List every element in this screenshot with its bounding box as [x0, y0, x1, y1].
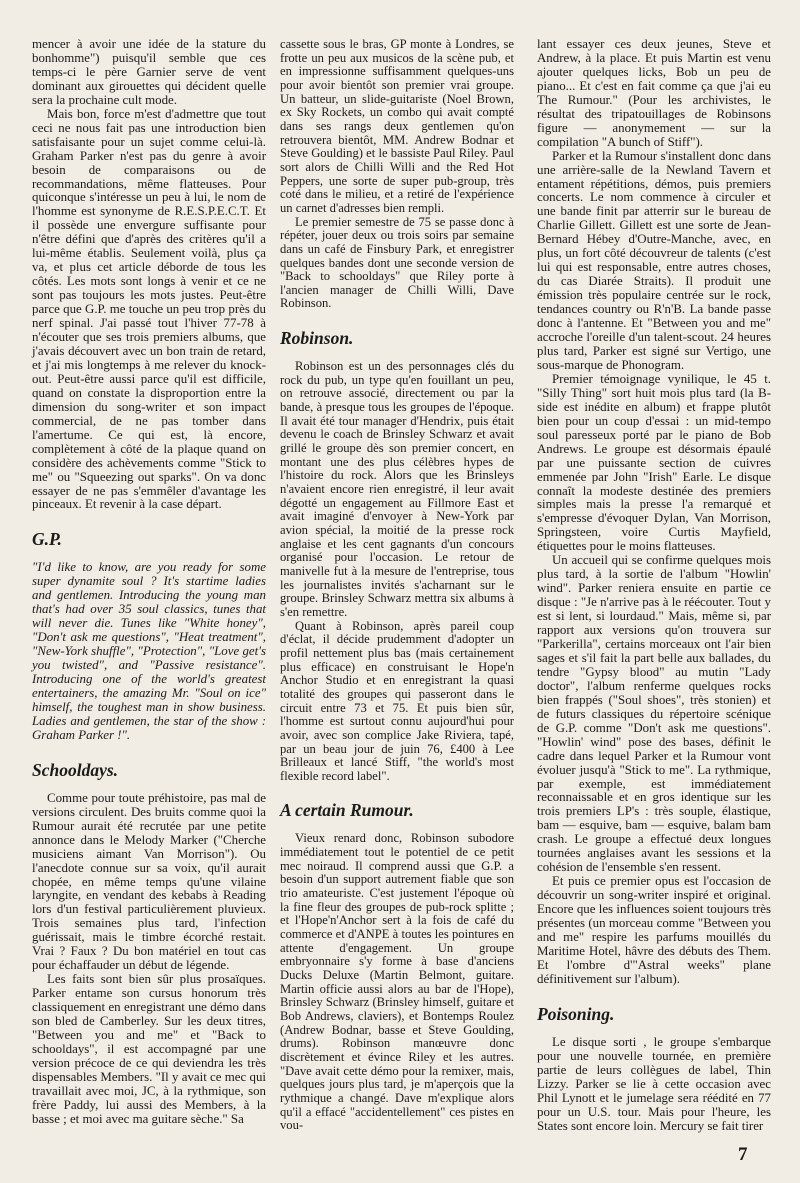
paragraph: Premier témoignage vynilique, le 45 t. "Silly Thing" sort huit mois plus tard (la B-side est inédite en album) et frappe plutôt bien pour un coup d'essai : un mid-tempo soul paresseux porté par le piano de Bob Andrews. Le groupe est désormais épaulé par une puissante section de cuivres emmenée par John "Irish" Earle. Le disque connaît la modeste destinée des premiers simples mais la presse l'a remarqué et s'empresse d'évoquer Dylan, Van Morrison, Springsteen, voire Curtis Mayfield, étiquettes pour le moins flatteuses. — [537, 371, 771, 554]
paragraph: Et puis ce premier opus est l'occasion de découvrir un song-writer inspiré et original. Encore que les influences soient toujours très présentes (un morceau comme "Between you and me" respire les parfums mouillés du Maritime Hotel, hâvre des débuts des Them. Et l'ombre d'"Astral weeks" plane définitivement sur l'album). — [537, 874, 771, 986]
paragraph: Parker et la Rumour s'installent donc dans une arrière-salle de la Newland Tavern et entament répétitions, démos, puis premiers concerts. Le nom commence à circuler et une bande finit par atterrir sur le bureau de Charlie Gillett. Gillett est une sorte de Jean-Bernard Hébey d'Outre-Manche, avec, en plus, un fort côté découvreur de talents (c'est lui qui est responsable, entre autres choses, du cas Diarée Straits). Il produit une émission très populaire centrée sur le rock, tendances country ou R'n'B. La bande passe donc à l'antenne. Et "Between you and me" accroche l'oreille d'un talent-scout. 24 heures plus tard, Parker est signé sur Vertigo, une sous-marque de Phonogram. — [537, 148, 771, 372]
section-heading-robinson: Robinson. — [280, 328, 354, 349]
column-3 — [537, 38, 771, 1133]
column-1 — [32, 38, 266, 1127]
section-heading-gp: G.P. — [32, 529, 62, 550]
section-heading-schooldays: Schooldays. — [32, 759, 119, 780]
paragraph: Le premier semestre de 75 se passe donc à répéter, jouer deux ou trois soirs par semaine dans un café de Finsbury Park, et enregistrer quelques bandes dont une seconde version de "Back to schooldays" que Riley porte à l'ancien manager de Chilli Willi, Dave Robinson. — [280, 214, 514, 311]
intro-quote: "I'd like to know, are you ready for some super dynamite soul ? It's startime ladies and gentlemen. Introducing the young man that's had over 35 soul classics, tunes that will never die. Tunes like "White honey", "Don't ask me questions", "Heat treatment", "New-York shuffle", "Protection", "Love get's you twisted", and "Passive resistance". Introducing one of the world's greatest entertainers, the amazing Mr. "Soul on ice" himself, the toughest man in show business. Ladies and gentlemen, the star of the show : Graham Parker !". — [32, 560, 266, 742]
section-heading-rumour: A certain Rumour. — [280, 800, 414, 821]
paragraph: Comme pour toute préhistoire, pas mal de versions circulent. Des bruits comme quoi la Rumour aurait été recrutée par une petite annonce dans le Melody Marker ("Cherche musiciens aimant Van Morrison"). Ou l'anecdote connue sur sa voix, qu'il aurait chopée, en même temps qu'une vilaine laryngite, en vendant des kebabs à Reading lors d'un festival particulièrement pluvieux. Trois semaines plus tard, l'infection guérissait, mais le timbre écorché restait. Vrai ? Faux ? Du bon matériel en tout cas pour échaffauder un début de légende. — [32, 790, 266, 973]
column-2 — [280, 38, 514, 1133]
paragraph: Un accueil qui se confirme quelques mois plus tard, à la sortie de l'album "Howlin' wind". Parker reniera ensuite en partie ce disque : "Je n'arrive pas à le réécouter. Tout y est si lent, si lourdaud." Mais, même si, par rapport aux versions qu'on trouvera sur "Parkerilla", certains morceaux ont l'air bien sages et s'il fait la part belle aux ballades, du tendre "Gypsy blood" au mutin "Lady doctor", l'album renferme quelques rocks bien frappés ("Soul shoes", très stonien) et de futurs classiques du répertoire scénique de G.P. comme "Don't ask me questions". "Howlin' wind" pose des bases, définit le cadre dans lequel Parker et la Rumour vont évoluer jusqu'à "Stick to me". La rythmique, par exemple, est immédiatement reconnaissable et en gros identique sur les trois premiers LP's : très souple, élastique, bam — esquive, bam — esquive, balam bam crash. Le groupe a effectué deux longues tournées anglaises avant les sessions et la cohésion de l'ensemble s'en ressent. — [537, 553, 771, 875]
page-number: 7 — [738, 1144, 748, 1165]
paragraph: Le disque sorti , le groupe s'embarque pour une nouvelle tournée, en première partie de leurs collègues de label, Thin Lizzy. Parker se lie à cette occasion avec Phil Lynott et le jumelage sera réédité en 77 pour un U.S. tour. Mais pour l'heure, les States sont encore loin. Mercury se fait tirer — [537, 1034, 771, 1133]
paragraph: Mais bon, force m'est d'admettre que tout ceci ne nous fait pas une introduction bien satisfaisante pour un sujet comme celui-là. Graham Parker n'est pas du genre à avoir besoin de comparaisons ou de recommandations, même flatteuses. Pour quiconque s'intéresse un peu à lui, le nom de l'homme est synonyme de R.E.S.P.E.C.T. Et il possède une envergure suffisante pour n'être défini que d'après des critères qu'il a lui-même établis. Seulement voilà, plus ça va, et plus cet article déborde de tous les côtés. Les mots sont longs à venir et ce ne sont pas toujours les mots justes. Peut-être parce que G.P. me touche un peu trop près du nerf spinal. J'ai passé tout l'hiver 77-78 à n'écouter que ses trois premiers albums, que j'avais découvert avec un bon train de retard, et j'ai mis longtemps à me relever du knock-out. Peut-être aussi parce qu'il est difficile, quand on constate la disproportion entre la dimension du song-writer et son impact commercial, de ne pas tomber dans l'amertume. Ce qui est, là encore, complètement à côté de la plaque quand on considère des achèvements comme "Stick to me" ou "Squeezing out sparks". On va donc essayer de ne pas s'emmêler d'avantage les pinceaux. Et revenir à la case départ. — [32, 106, 266, 512]
paragraph: mencer à avoir une idée de la stature du bonhomme") puisqu'il semble que ces temps-ci le père Garnier serve de vent dominant aux girouettes qui décident quelle sera la prochaine cult mode. — [32, 37, 266, 107]
paragraph: Les faits sont bien sûr plus prosaïques. Parker entame son cursus honorum très classiquement en enregistrant une démo dans son bled de Camberley. Sur les deux titres, "Between you and me" et "Back to schooldays", il est accompagné par une version précoce de ce qui deviendra les très dispensables Members. "Il y avait ce mec qui travaillait avec moi, JC, à la rythmique, son frère Paddy, lui aussi des Members, à la basse ; et moi avec ma guitare sèche." Sa — [32, 972, 266, 1126]
paragraph: Vieux renard donc, Robinson subodore immédiatement tout le potentiel de ce petit mec noiraud. Il comprend aussi que G.P. a besoin d'un support autrement fiable que son trio amateuriste. C'est justement l'époque où la fine fleur des groupes de pub-rock splitte ; et l'Hope'n'Anchor sert à la fois de café du commerce et d'ANPE à toutes les pointures en attente d'engagement. Un groupe embryonnaire s'y forme à base d'anciens Ducks Deluxe (Martin Belmont, guitare. Martin officie aussi alors au bar de l'Hope), Brinsley Schwarz (Brinsley himself, guitare et Bob Andrews, claviers), et Bontemps Roulez (Andrew Bodnar, basse et Steve Goulding, drums). Robinson manœuvre donc discrètement et évince Riley et les autres. "Dave avait cette démo pour la remixer, mais, quelques jours plus tard, je m'aperçois que la rythmique a changé. Dave m'explique alors qu'il a effacé "accidentellement" ces pistes en vou- — [280, 831, 514, 1133]
section-heading-poisoning: Poisoning. — [537, 1003, 615, 1024]
paragraph: lant essayer ces deux jeunes, Steve et Andrew, à la place. Et puis Martin est venu ajouter quelques licks, Bob un peu de piano... Et c'est en fait comme ça que j'ai eu The Rumour." (Pour les archivistes, le résultat des tripatouillages de Robinsons figure — anonymement — sur la compilation "A bunch of Stiff"). — [537, 37, 771, 149]
paragraph: Quant à Robinson, après pareil coup d'éclat, il décide prudemment d'adopter un profil nettement plus bas (mais certainement plus efficace) en construisant le Hope'n Anchor Studio et en enregistrant la quasi totalité des groupes qui passeront dans le circuit entre 73 et 75. Et puis bien sûr, l'homme est surtout connu aujourd'hui pour avoir, avec son complice Jake Riviera, tapé, par un beau jour de juin 76, £400 à Lee Brilleaux et lancé Stiff, "the world's most flexible record label". — [280, 618, 514, 783]
paragraph: Robinson est un des personnages clés du rock du pub, un type qu'en fouillant un peu, on retrouve associé, directement ou par la bande, à presque tous les groupes de l'époque. Il avait été tour manager d'Hendrix, puis était devenu le coach de Brinsley Schwarz et avait grillé le groupe dès son premier concert, en montant une des plus célèbres hypes de l'histoire du rock. Alors que les Brinsleys n'avaient encore rien enregistré, il leur avait dégotté un engagement au Fillmore East et avait imaginé d'envoyer à New-York par avion spécial, la moitié de la presse rock anglaise et les cent gagnants d'un concours organisé pour l'occasion. Le retour de manivelle fut à la mesure de l'entreprise, tous les journalistes invités s'acharnant sur le groupe. Brinsley Schwarz mettra six albums à s'en remettre. — [280, 359, 514, 619]
paragraph: cassette sous le bras, GP monte à Londres, se frotte un peu aux musicos de la scène pub, et en impressionne suffisamment quelques-uns pour avoir bientôt son premier vrai groupe. Un batteur, un slide-guitariste (Noel Brown, ex Sky Rockets, un combo qui avait compté dans ses rangs deux gentlemen qu'on retrouvera bientôt, MM. Andrew Bodnar et Steve Goulding) et le bassiste Paul Riley. Paul sort alors de Chilli Willi and the Red Hot Peppers, une sorte de super pub-group, très coté dans le milieu, et a retiré de l'expérience un carnet d'adresses bien rempli. — [280, 37, 514, 215]
